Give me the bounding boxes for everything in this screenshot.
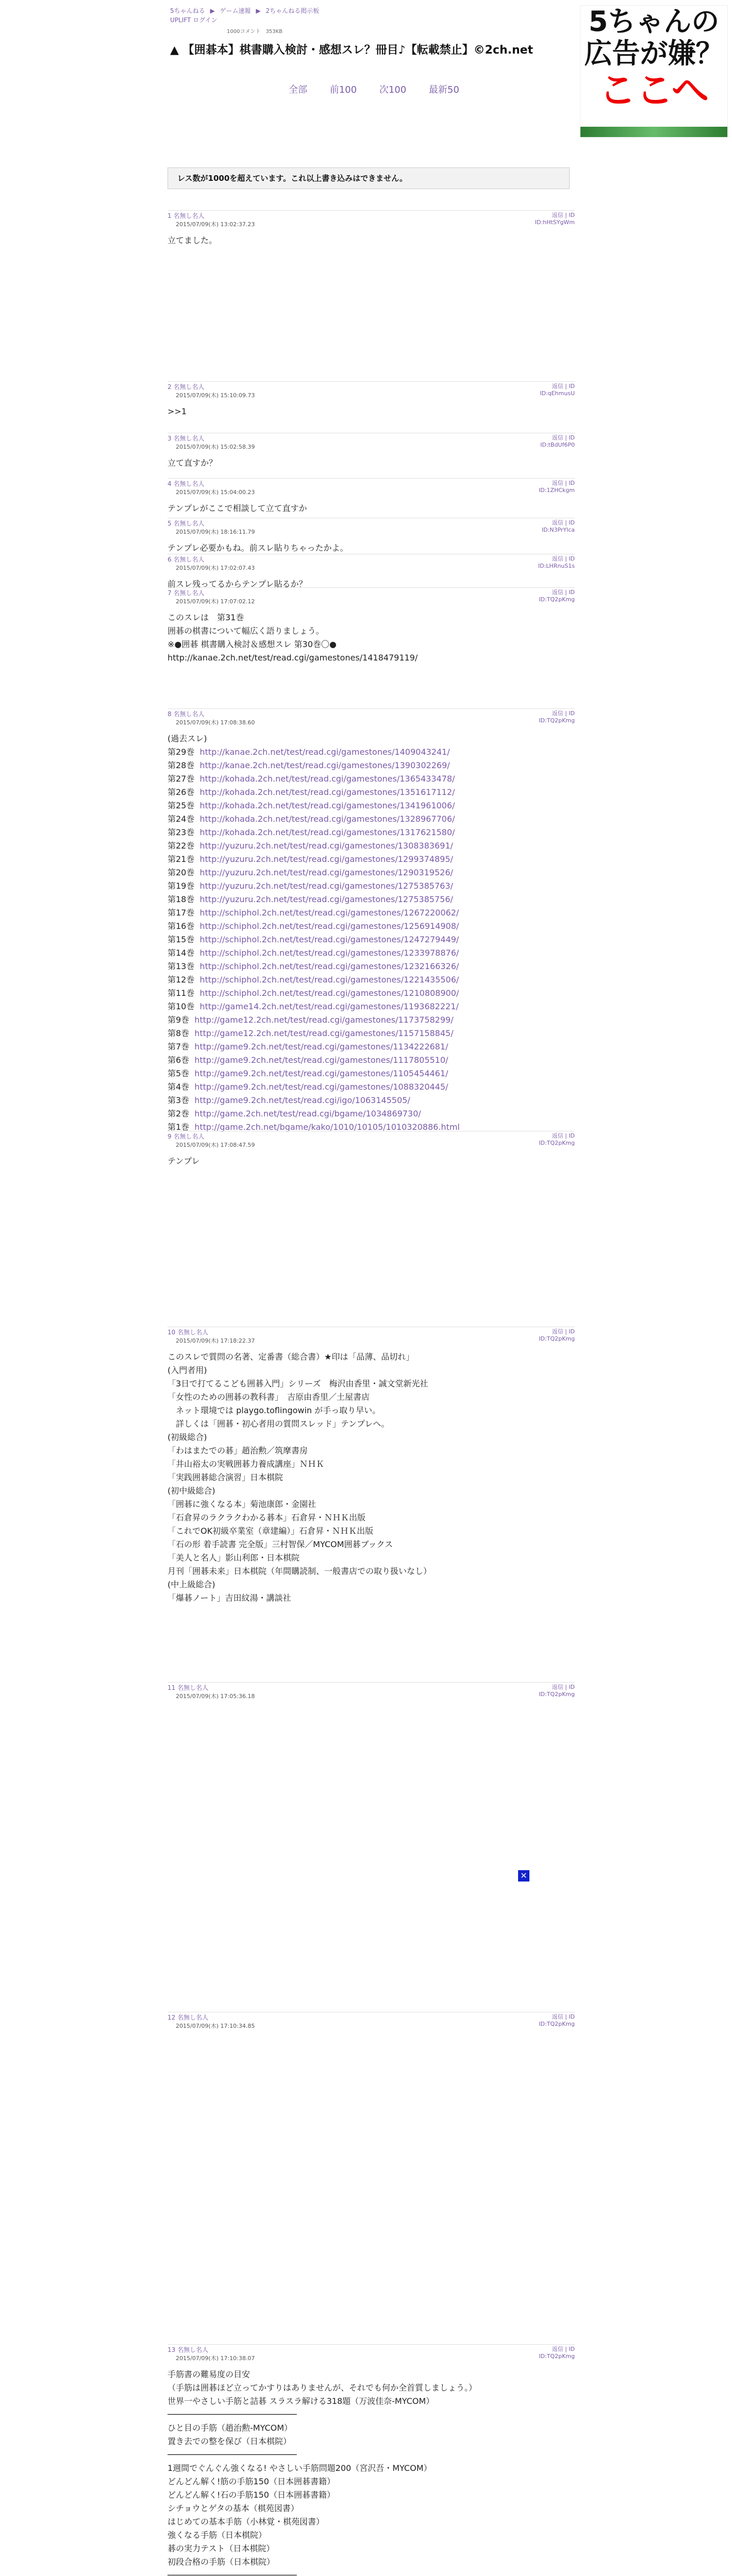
post-line: 「囲碁に強くなる本」菊池康郎・金園社 — [168, 1499, 317, 1509]
id-label[interactable]: ID — [569, 2346, 575, 2352]
post-actions: 返信 | ID ID:TQ2pKmg — [539, 1684, 575, 1698]
nav-link-board[interactable]: 2ちゃんねる掲示板 — [265, 7, 320, 14]
post-actions: 返信 | ID ID:tBdUf6P0 — [540, 434, 575, 448]
past-thread-label: 第15巻 — [168, 935, 195, 944]
post-date: 2015/07/09(木) 15:10:09.73 — [176, 392, 255, 399]
post — [168, 1327, 575, 1605]
past-thread-label: 第28巻 — [168, 760, 195, 770]
past-thread-link[interactable]: http://game9.2ch.net/test/read.cgi/gamestones/1134222681/ — [194, 1042, 448, 1052]
post-id[interactable]: ID:tBdUf6P0 — [540, 442, 575, 448]
post-line: 「石の形 着手読書 完全版」三村智保／MYCOM囲碁ブックス — [168, 1539, 393, 1549]
post-body — [168, 732, 575, 1134]
post-number[interactable]: 5 — [168, 520, 172, 527]
past-thread-label: 第3巻 — [168, 1095, 190, 1105]
past-thread-label: 第7巻 — [168, 1042, 190, 1052]
past-thread-link[interactable]: http://kanae.2ch.net/test/read.cgi/gamestones/1409043241/ — [199, 747, 450, 757]
reply-button[interactable]: 返信 — [552, 1328, 563, 1335]
past-thread-link[interactable]: http://kanae.2ch.net/test/read.cgi/gamestones/1390302269/ — [199, 760, 450, 770]
post-number[interactable]: 13 — [168, 2346, 176, 2353]
ad-text-line2: 広告が嫌？ — [584, 37, 724, 70]
post-line: どんどん解く!筋の手筋150（日本囲碁書籍） — [168, 2477, 335, 2486]
past-thread-label: 第9巻 — [168, 1015, 190, 1025]
post-number[interactable]: 3 — [168, 435, 172, 442]
post-number[interactable]: 1 — [168, 212, 172, 219]
past-thread-item — [168, 906, 575, 920]
post-number[interactable]: 6 — [168, 556, 172, 563]
post-line: 「これでOK初級卒業室（章建編）」石倉昇・ＮＨＫ出版 — [168, 1526, 374, 1536]
past-thread-label: 第25巻 — [168, 801, 195, 810]
past-thread-label: 第26巻 — [168, 787, 195, 797]
post-header — [168, 382, 575, 400]
post-line: はじめての基本手筋（小林覚・棋苑図書） — [168, 2517, 325, 2527]
ad-text-line3: ここへ — [598, 69, 709, 112]
reply-button[interactable]: 返信 — [552, 480, 563, 486]
reply-button[interactable]: 返信 — [552, 434, 563, 441]
post-number[interactable]: 9 — [168, 1133, 172, 1140]
past-thread-link[interactable]: http://schiphol.2ch.net/test/read.cgi/gamestones/1267220062/ — [199, 908, 459, 918]
post-text: テンプレ — [168, 1156, 200, 1166]
reply-button[interactable]: 返信 — [552, 589, 563, 596]
post-line: ────────────────────────── — [168, 2570, 297, 2576]
past-thread-link[interactable]: http://game.2ch.net/bgame/kako/1010/10105/1010320886.html — [194, 1122, 460, 1132]
post-line: 「石倉昇のラクラクわかる碁本」石倉昇・ＮＨＫ出版 — [168, 1513, 366, 1522]
past-thread-item — [168, 1080, 575, 1094]
post — [168, 381, 575, 418]
post-id[interactable]: ID:TQ2pKmg — [539, 1335, 575, 1342]
post-line: ────────────────────────── — [168, 2450, 297, 2460]
past-thread-link[interactable]: http://game.2ch.net/test/read.cgi/bgame/1034869730/ — [194, 1109, 421, 1118]
post-line: （手筋は囲碁ほど立ってかすりはありませんが、それでも何か全首質しましょう。） — [168, 2383, 477, 2393]
thread-meta: 1000コメント 353KB — [227, 29, 282, 35]
past-thread-link[interactable]: http://game12.2ch.net/test/read.cgi/gamestones/1173758299/ — [194, 1015, 454, 1025]
post-body — [168, 2368, 575, 2576]
post-date: 2015/07/09(木) 15:02:58.39 — [176, 444, 255, 450]
close-icon[interactable]: ✕ — [518, 1870, 529, 1882]
post-id[interactable]: ID:TQ2pKmg — [539, 717, 575, 724]
post-line: 「わはまたでの碁」趙治勲／筑摩書房 — [168, 1446, 308, 1455]
past-thread-item — [168, 973, 575, 987]
post-line: (初級総合) — [168, 1432, 207, 1442]
past-thread-label: 第24巻 — [168, 814, 195, 824]
id-label[interactable]: ID — [569, 434, 575, 441]
past-thread-label: 第18巻 — [168, 894, 195, 904]
post — [168, 210, 575, 247]
post-author: 名無し名人 — [173, 383, 205, 391]
past-thread-label: 第17巻 — [168, 908, 195, 918]
post-extra — [168, 2381, 575, 2576]
post-actions: 返信 | ID ID:TQ2pKmg — [539, 1328, 575, 1342]
past-thread-label: 第29巻 — [168, 747, 195, 757]
post-date: 2015/07/09(木) 17:02:07.43 — [176, 565, 255, 571]
past-thread-label: 第20巻 — [168, 868, 195, 877]
post-header — [168, 2345, 575, 2363]
post-line: 「実践囲碁総合演習」日本棋院 — [168, 1472, 284, 1482]
post-body — [168, 456, 575, 470]
post-body — [168, 234, 575, 247]
post-header — [168, 588, 575, 606]
past-thread-label: 第8巻 — [168, 1028, 190, 1038]
id-label[interactable]: ID — [569, 555, 575, 562]
post-text: (過去スレ) — [168, 734, 207, 743]
past-thread-link[interactable]: http://yuzuru.2ch.net/test/read.cgi/gamestones/1290319526/ — [199, 868, 453, 877]
post-date: 2015/07/09(木) 18:16:11.79 — [176, 529, 255, 535]
past-thread-item — [168, 1027, 575, 1040]
past-thread-link[interactable]: http://schiphol.2ch.net/test/read.cgi/gamestones/1221435506/ — [199, 975, 459, 985]
reply-button[interactable]: 返信 — [552, 2346, 563, 2352]
post — [168, 2344, 575, 2576]
post — [168, 1131, 575, 1168]
post-date: 2015/07/09(木) 17:07:02.12 — [176, 598, 255, 605]
post-line: 碁の実力テスト（日本棋院） — [168, 2544, 275, 2553]
past-thread-link[interactable]: http://yuzuru.2ch.net/test/read.cgi/gamestones/1299374895/ — [199, 854, 453, 864]
post-text: テンプレがここで相談して立て直すか — [168, 503, 307, 513]
post-text: >>1 — [168, 406, 187, 416]
past-thread-link[interactable]: http://kohada.2ch.net/test/read.cgi/gamestones/1351617112/ — [199, 787, 455, 797]
nav-latest50[interactable]: 最新50 — [428, 84, 459, 95]
reply-button[interactable]: 返信 — [552, 519, 563, 526]
past-thread-link[interactable]: http://kohada.2ch.net/test/read.cgi/gamestones/1317621580/ — [199, 827, 455, 837]
post-line: 強くなる手筋（日本棋院） — [168, 2530, 267, 2540]
post-number[interactable]: 4 — [168, 480, 172, 487]
past-thread-item — [168, 745, 575, 759]
post-id[interactable]: ID:TQ2pKmg — [539, 2353, 575, 2360]
post-author: 名無し名人 — [177, 2346, 209, 2353]
nav-link-home[interactable]: 5ちゃんねる — [170, 7, 205, 14]
nav-next100[interactable]: 次100 — [379, 84, 407, 95]
nav-separator: ▶ — [256, 7, 261, 14]
past-thread-label: 第10巻 — [168, 1002, 195, 1011]
past-thread-link[interactable]: http://kohada.2ch.net/test/read.cgi/gamestones/1365433478/ — [199, 774, 455, 784]
past-thread-item — [168, 920, 575, 933]
post-actions: 返信 | ID ID:hHtSYgWm — [535, 212, 575, 226]
post-date: 2015/07/09(木) 17:10:38.07 — [176, 2355, 255, 2362]
past-thread-item — [168, 987, 575, 1000]
post-header — [168, 1327, 575, 1345]
past-thread-label: 第12巻 — [168, 975, 195, 985]
post-author: 名無し名人 — [177, 1684, 209, 1691]
post-line: 1週間でぐんぐん強くなる! やさしい手筋問題200（宮沢吾・MYCOM） — [168, 2463, 432, 2473]
post-header — [168, 1683, 575, 1701]
post-text: テンプレ必要かもね。前スレ貼りちゃったかよ。 — [168, 543, 348, 553]
post-line: 置き去での整を保び（日本棋院） — [168, 2436, 292, 2446]
post-author: 名無し名人 — [173, 212, 205, 219]
past-thread-link[interactable]: http://game9.2ch.net/test/read.cgi/gamestones/1088320445/ — [194, 1082, 448, 1092]
past-thread-label: 第5巻 — [168, 1069, 190, 1078]
post-id[interactable]: ID:N3PrYlca — [541, 527, 575, 533]
past-thread-label: 第14巻 — [168, 948, 195, 958]
post-actions: 返信 | ID ID:TQ2pKmg — [539, 589, 575, 603]
post-id[interactable]: ID:TQ2pKmg — [539, 1691, 575, 1698]
past-thread-link[interactable]: http://schiphol.2ch.net/test/read.cgi/gamestones/1232166326/ — [199, 961, 459, 971]
past-thread-label: 第1巻 — [168, 1122, 190, 1132]
thread-title: ▲ 【囲碁本】棋書購入検討・感想スレ？冊目♪【転載禁止】©2ch.net — [170, 44, 534, 57]
login-link[interactable]: UPLIFT ログイン — [170, 16, 218, 24]
id-label[interactable]: ID — [569, 589, 575, 596]
past-thread-item — [168, 853, 575, 866]
past-thread-link[interactable]: http://schiphol.2ch.net/test/read.cgi/gamestones/1233978876/ — [199, 948, 459, 958]
past-thread-label: 第19巻 — [168, 881, 195, 891]
post-line: (初中級総合) — [168, 1486, 215, 1496]
page-navigation — [289, 82, 479, 96]
past-thread-item — [168, 1067, 575, 1080]
past-thread-item — [168, 1040, 575, 1054]
post-actions: 返信 | ID ID:N3PrYlca — [541, 519, 575, 533]
past-thread-label: 第22巻 — [168, 841, 195, 851]
post-body — [168, 1155, 575, 1168]
past-thread-link[interactable]: http://game9.2ch.net/test/read.cgi/gamestones/1117805510/ — [194, 1055, 448, 1065]
post-header — [168, 433, 575, 451]
post-actions: 返信 | ID ID:TQ2pKmg — [539, 710, 575, 724]
post-limit-notice: レス数が1000を超えています。これ以上書き込みはできません。 — [168, 167, 570, 189]
reply-button[interactable]: 返信 — [552, 710, 563, 717]
post-date: 2015/07/09(木) 15:04:00.23 — [176, 489, 255, 496]
post-extra — [168, 745, 575, 1134]
ad-banner[interactable] — [580, 5, 728, 138]
past-thread-link[interactable]: http://game9.2ch.net/test/read.cgi/igo/1063145505/ — [194, 1095, 410, 1105]
post-line: ネット環境では playgo.toflingowin が手っ取り早い。 — [168, 1405, 381, 1415]
post-body — [168, 541, 575, 555]
past-thread-link[interactable]: http://schiphol.2ch.net/test/read.cgi/gamestones/1210808900/ — [199, 988, 459, 998]
post-line: 世界一やさしい手筋と詰碁 スラスラ解ける318題（万波佳奈-MYCOM） — [168, 2396, 435, 2406]
post-id[interactable]: ID:TQ2pKmg — [539, 1140, 575, 1146]
post-line: 初段合格の手筋（日本棋院） — [168, 2557, 275, 2567]
post-line: 「井山裕太の実戦囲碁力養成講座」ＮＨＫ — [168, 1459, 325, 1469]
post-author: 名無し名人 — [173, 710, 205, 718]
post-line: シチョウとゲタの基本（棋苑図書） — [168, 2503, 299, 2513]
past-thread-label: 第16巻 — [168, 921, 195, 931]
past-thread-label: 第13巻 — [168, 961, 195, 971]
post-line: 「3日で打てるこども囲碁入門」シリーズ 梅沢由香里・誠文堂新光社 — [168, 1379, 428, 1388]
id-label[interactable]: ID — [569, 2013, 575, 2020]
reply-button[interactable]: 返信 — [552, 2013, 563, 2020]
post-body — [168, 502, 575, 515]
ad-text-line1: 5ちゃんの — [588, 5, 720, 38]
reply-button[interactable]: 返信 — [552, 383, 563, 389]
past-thread-item — [168, 893, 575, 906]
post-text: 立てました。 — [168, 235, 218, 245]
post-line: (入門者用) — [168, 1365, 207, 1375]
ad-grass-decoration — [580, 127, 727, 137]
post-line: http://kanae.2ch.net/test/read.cgi/gamestones/1418479119/ — [168, 653, 418, 663]
past-thread-item — [168, 759, 575, 772]
past-thread-label: 第6巻 — [168, 1055, 190, 1065]
post-line: ひと目の手筋（趙治勲-MYCOM） — [168, 2423, 293, 2433]
post-actions: 返信 | ID ID:TQ2pKmg — [539, 2013, 575, 2027]
id-label[interactable]: ID — [569, 1328, 575, 1335]
id-label[interactable]: ID — [569, 1132, 575, 1139]
past-thread-item — [168, 1054, 575, 1067]
reply-button[interactable]: 返信 — [552, 555, 563, 562]
post-author: 名無し名人 — [173, 589, 205, 597]
top-navigation — [170, 6, 322, 25]
post-id[interactable]: ID:LHRnuS1s — [538, 563, 575, 569]
post-number[interactable]: 2 — [168, 383, 172, 391]
post-actions: 返信 | ID ID:TQ2pKmg — [539, 1132, 575, 1146]
id-label[interactable]: ID — [569, 710, 575, 717]
post-id[interactable]: ID:TQ2pKmg — [539, 2021, 575, 2027]
past-thread-link[interactable]: http://game9.2ch.net/test/read.cgi/gamestones/1105454461/ — [194, 1069, 448, 1078]
post-author: 名無し名人 — [173, 435, 205, 442]
past-thread-link[interactable]: http://yuzuru.2ch.net/test/read.cgi/gamestones/1275385756/ — [199, 894, 453, 904]
reply-button[interactable]: 返信 — [552, 1684, 563, 1690]
post-author: 名無し名人 — [173, 520, 205, 527]
post — [168, 554, 575, 591]
post-line: 「爆碁ノート」吉田紋湯・講談社 — [168, 1593, 291, 1603]
post-body — [168, 1350, 575, 1605]
post-line: どんどん解く!石の手筋150（日本囲碁書籍） — [168, 2490, 335, 2500]
past-thread-item — [168, 1000, 575, 1013]
past-thread-link[interactable]: http://schiphol.2ch.net/test/read.cgi/gamestones/1247279449/ — [199, 935, 459, 944]
post-header — [168, 479, 575, 497]
post — [168, 1682, 575, 1706]
past-thread-link[interactable]: http://game12.2ch.net/test/read.cgi/gamestones/1157158845/ — [194, 1028, 454, 1038]
reply-button[interactable]: 返信 — [552, 1132, 563, 1139]
past-thread-item — [168, 772, 575, 786]
past-thread-label: 第27巻 — [168, 774, 195, 784]
post-header — [168, 211, 575, 229]
post-number[interactable]: 8 — [168, 710, 172, 718]
id-label[interactable]: ID — [569, 519, 575, 526]
post — [168, 708, 575, 1134]
past-thread-label: 第23巻 — [168, 827, 195, 837]
post-actions: 返信 | ID ID:TQ2pKmg — [539, 2346, 575, 2360]
id-label[interactable]: ID — [569, 212, 575, 218]
past-thread-item — [168, 799, 575, 812]
past-thread-item — [168, 933, 575, 946]
post-actions: 返信 | ID ID:LHRnuS1s — [538, 555, 575, 569]
post-id[interactable]: ID:1ZHCkgm — [539, 487, 575, 494]
id-label[interactable]: ID — [569, 1684, 575, 1690]
post-author: 名無し名人 — [177, 2014, 209, 2021]
post-header — [168, 518, 575, 536]
past-thread-label: 第21巻 — [168, 854, 195, 864]
post-date: 2015/07/09(木) 17:08:38.60 — [176, 719, 255, 726]
past-thread-item — [168, 1013, 575, 1027]
reply-button[interactable]: 返信 — [552, 212, 563, 218]
past-thread-link[interactable]: http://yuzuru.2ch.net/test/read.cgi/gamestones/1308383691/ — [199, 841, 453, 851]
past-thread-label: 第11巻 — [168, 988, 195, 998]
past-thread-item — [168, 879, 575, 893]
post-date: 2015/07/09(木) 17:18:22.37 — [176, 1337, 255, 1344]
post-extra — [168, 1364, 575, 1605]
past-thread-item — [168, 866, 575, 879]
post-body — [168, 611, 575, 665]
post-author: 名無し名人 — [177, 1329, 209, 1336]
post-id[interactable]: ID:TQ2pKmg — [539, 596, 575, 603]
post-header — [168, 709, 575, 727]
post-line: ※●囲碁 棋書購入検討＆感想スレ 第30巻〇● — [168, 639, 337, 649]
nav-separator: ▶ — [210, 7, 215, 14]
post-extra — [168, 624, 575, 665]
post-line: 月刊「囲碁未来」日本棋院（年間購読制、一般書店での取り扱いなし） — [168, 1566, 432, 1576]
past-thread-item — [168, 812, 575, 826]
post — [168, 587, 575, 665]
past-thread-label: 第4巻 — [168, 1082, 190, 1092]
nav-all[interactable]: 全部 — [289, 84, 307, 95]
post-header — [168, 2012, 575, 2030]
past-thread-item — [168, 946, 575, 960]
past-thread-item — [168, 1107, 575, 1121]
nav-link-category[interactable]: ゲーム速報 — [220, 7, 251, 14]
past-thread-item — [168, 839, 575, 853]
post-date: 2015/07/09(木) 17:08:47.59 — [176, 1142, 255, 1148]
post — [168, 518, 575, 555]
post-number[interactable]: 11 — [168, 1684, 176, 1691]
nav-prev100[interactable]: 前100 — [329, 84, 357, 95]
post-number[interactable]: 12 — [168, 2014, 176, 2021]
post-line: ────────────────────────── — [168, 2410, 297, 2419]
past-thread-link[interactable]: http://kohada.2ch.net/test/read.cgi/gamestones/1341961006/ — [199, 801, 455, 810]
post-line: 「美人と名人」影山利郎・日本棋院 — [168, 1553, 300, 1563]
post — [168, 478, 575, 515]
post-header — [168, 554, 575, 572]
post-author: 名無し名人 — [173, 480, 205, 487]
post-text: 立て直すか？ — [168, 458, 218, 468]
past-thread-link[interactable]: http://schiphol.2ch.net/test/read.cgi/gamestones/1256914908/ — [199, 921, 459, 931]
past-thread-link[interactable]: http://yuzuru.2ch.net/test/read.cgi/gamestones/1275385763/ — [199, 881, 453, 891]
post — [168, 2012, 575, 2036]
post-number[interactable]: 10 — [168, 1329, 176, 1336]
post-id[interactable]: ID:hHtSYgWm — [535, 219, 575, 226]
past-thread-label: 第2巻 — [168, 1109, 190, 1118]
post-text: このスレは 第31巻 — [168, 613, 244, 622]
post-actions: 返信 | ID ID:1ZHCkgm — [539, 480, 575, 494]
post-date: 2015/07/09(木) 17:10:34.85 — [176, 2023, 255, 2029]
id-label[interactable]: ID — [569, 480, 575, 486]
post-body — [168, 405, 575, 418]
post-author: 名無し名人 — [173, 1133, 205, 1140]
past-thread-link[interactable]: http://kohada.2ch.net/test/read.cgi/gamestones/1328967706/ — [199, 814, 455, 824]
post-text: 前スレ残ってるからテンプレ貼るか？ — [168, 579, 307, 589]
post — [168, 433, 575, 470]
post-author: 名無し名人 — [173, 556, 205, 563]
id-label[interactable]: ID — [569, 383, 575, 389]
past-thread-item — [168, 786, 575, 799]
post-date: 2015/07/09(木) 13:02:37.23 — [176, 221, 255, 228]
post-number[interactable]: 7 — [168, 589, 172, 597]
post-header — [168, 1131, 575, 1149]
post-text: 手筋書の難易度の目安 — [168, 2369, 251, 2379]
post-line: 「女性のための囲碁の教科書」 吉原由香里／土屋書店 — [168, 1392, 370, 1402]
past-thread-item — [168, 826, 575, 839]
past-thread-item — [168, 1094, 575, 1107]
post-id[interactable]: ID:qEhmusU — [540, 390, 575, 397]
past-thread-link[interactable]: http://game14.2ch.net/test/read.cgi/gamestones/1193682221/ — [199, 1002, 459, 1011]
post-line: 囲碁の棋書について幅広く語りましょう。 — [168, 626, 324, 636]
post-text: このスレで質問の名著、定番書（総合書）★印は「品薄、品切れ」 — [168, 1352, 414, 1362]
post-line: 詳しくは「囲碁・初心者用の質問スレッド」テンプレへ。 — [168, 1419, 390, 1429]
post-date: 2015/07/09(木) 17:05:36.18 — [176, 1693, 255, 1700]
post-actions: 返信 | ID ID:qEhmusU — [540, 383, 575, 397]
past-thread-item — [168, 960, 575, 973]
post-line: (中上級総合) — [168, 1580, 215, 1589]
